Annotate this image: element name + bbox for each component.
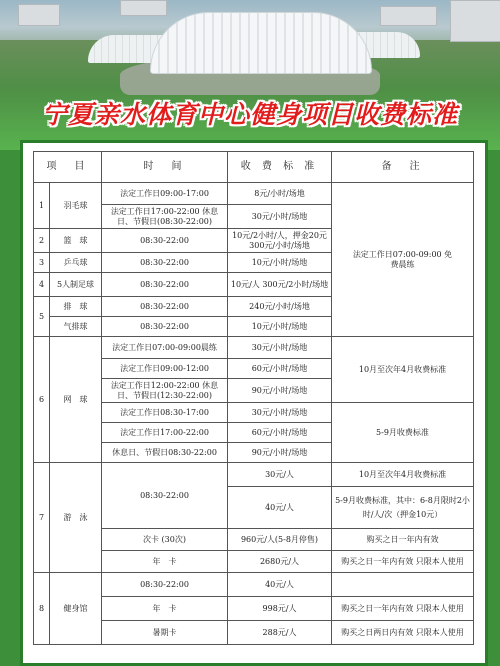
fee-cell: 40元/人: [228, 487, 332, 529]
item-name: 健身馆: [50, 573, 102, 645]
table-row: [34, 183, 474, 205]
fee-cell: 240元/小时/场地: [228, 297, 332, 317]
row-number: 6: [34, 337, 50, 463]
fee-cell: 30元/小时/场地: [228, 205, 332, 229]
fee-cell: 998元/人: [228, 597, 332, 621]
fee-cell: 288元/人: [228, 621, 332, 645]
row-number: 5: [34, 297, 50, 337]
remark-cell: 5-9月收费标准，其中：6-8月限时2小时/人/次（押金10元）: [332, 487, 474, 529]
table-row: [34, 337, 474, 359]
fee-cell: 10元/小时/场地: [228, 317, 332, 337]
time-cell: 法定工作日09:00-12:00: [102, 359, 228, 379]
fee-cell: 30元/小时/场地: [228, 403, 332, 423]
remark-cell: 10月至次年4月收费标准: [332, 463, 474, 487]
remark-cell: 购买之日一年内有效: [332, 529, 474, 551]
item-name: 乒乓球: [50, 253, 102, 273]
row-number: 4: [34, 273, 50, 297]
fee-cell: 90元/小时/场地: [228, 443, 332, 463]
time-cell: 次卡 (30次): [102, 529, 228, 551]
fee-cell: 10元/2小时/人，押金20元 300元/小时/场地: [228, 229, 332, 253]
header-item: 项 目: [34, 152, 102, 183]
time-cell: 暑期卡: [102, 621, 228, 645]
table-row: [34, 463, 474, 487]
remark-cell: 5-9月收费标准: [332, 403, 474, 463]
remark-cell: [332, 573, 474, 597]
item-name: 排 球: [50, 297, 102, 317]
fee-cell: 30元/人: [228, 463, 332, 487]
time-cell: 08:30-22:00: [102, 253, 228, 273]
remark-cell: 购买之日一年内有效 只限本人使用: [332, 551, 474, 573]
remark-cell: 法定工作日07:00-09:00 免费晨练: [332, 183, 474, 337]
time-cell: 年 卡: [102, 597, 228, 621]
time-cell: 08:30-22:00: [102, 463, 228, 529]
fee-cell: 40元/人: [228, 573, 332, 597]
header-fee: 收 费 标 准: [228, 152, 332, 183]
item-name: 气排球: [50, 317, 102, 337]
main-dome: [150, 12, 372, 74]
fee-cell: 60元/小时/场地: [228, 423, 332, 443]
time-cell: 08:30-22:00: [102, 229, 228, 253]
row-number: 7: [34, 463, 50, 573]
time-cell: 08:30-22:00: [102, 317, 228, 337]
building: [450, 0, 500, 42]
row-number: 1: [34, 183, 50, 229]
fee-cell: 30元/小时/场地: [228, 337, 332, 359]
building: [380, 6, 437, 26]
building: [120, 0, 167, 16]
time-cell: 法定工作日17:00-22:00 休息日、节假日(08:30-22:00): [102, 205, 228, 229]
time-cell: 法定工作日09:00-17:00: [102, 183, 228, 205]
row-number: 2: [34, 229, 50, 253]
time-cell: 年 卡: [102, 551, 228, 573]
header-remark: 备 注: [332, 152, 474, 183]
fee-panel: [20, 140, 488, 666]
time-cell: 法定工作日17:00-22:00: [102, 423, 228, 443]
remark-cell: 10月至次年4月收费标准: [332, 337, 474, 403]
row-number: 8: [34, 573, 50, 645]
time-cell: 08:30-22:00: [102, 273, 228, 297]
fee-table: [33, 151, 474, 645]
fee-cell: 8元/小时/场地: [228, 183, 332, 205]
header-time: 时 间: [102, 152, 228, 183]
item-name: 游 泳: [50, 463, 102, 573]
table-header-row: [34, 152, 474, 183]
item-name: 网 球: [50, 337, 102, 463]
item-name: 羽毛球: [50, 183, 102, 229]
time-cell: 法定工作日08:30-17:00: [102, 403, 228, 423]
fee-cell: 10元/小时/场地: [228, 253, 332, 273]
remark-cell: 购买之日两日内有效 只限本人使用: [332, 621, 474, 645]
time-cell: 法定工作日12:00-22:00 休息日、节假日(12:30-22:00): [102, 379, 228, 403]
time-cell: 08:30-22:00: [102, 573, 228, 597]
time-cell: 法定工作日07:00-09:00晨练: [102, 337, 228, 359]
row-number: 3: [34, 253, 50, 273]
time-cell: 08:30-22:00: [102, 297, 228, 317]
page-title: 宁夏亲水体育中心健身项目收费标准: [41, 100, 458, 129]
fee-cell: 60元/小时/场地: [228, 359, 332, 379]
fee-cell: 90元/小时/场地: [228, 379, 332, 403]
item-name: 5人制足球: [50, 273, 102, 297]
fee-cell: 960元/人(5-8月停售): [228, 529, 332, 551]
item-name: 篮 球: [50, 229, 102, 253]
remark-cell: 购买之日一年内有效 只限本人使用: [332, 597, 474, 621]
building: [18, 4, 60, 26]
time-cell: 休息日、节假日08:30-22:00: [102, 443, 228, 463]
fee-cell: 10元/人 300元/2小时/场地: [228, 273, 332, 297]
fee-cell: 2680元/人: [228, 551, 332, 573]
table-row: [34, 573, 474, 597]
